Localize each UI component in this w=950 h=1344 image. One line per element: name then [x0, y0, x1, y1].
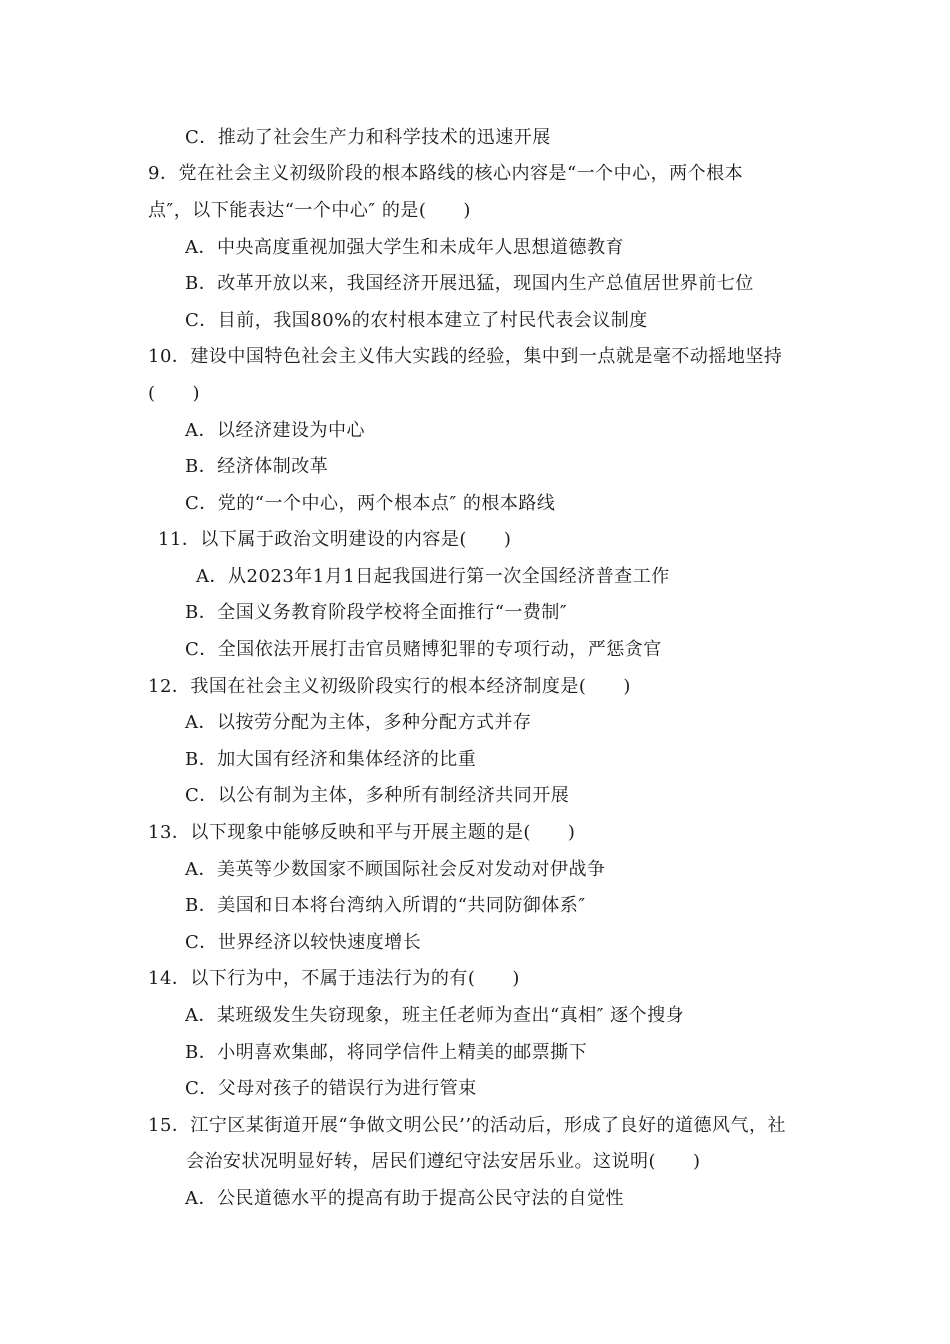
q14-option-b: B．小明喜欢集邮，将同学信件上精美的邮票撕下 — [185, 1042, 588, 1063]
q12-option-b: B．加大国有经济和集体经济的比重 — [185, 749, 477, 770]
q11-stem: 11．以下属于政治文明建设的内容是( ) — [158, 529, 512, 550]
q13-option-b: B．美国和日本将台湾纳入所谓的“共同防御体系″ — [185, 895, 586, 916]
q11-option-b: B．全国义务教育阶段学校将全面推行“一费制″ — [185, 602, 568, 623]
q9-option-a: A．中央高度重视加强大学生和未成年人思想道德教育 — [185, 237, 624, 258]
q15-stem-line1: 15．江宁区某街道开展“争做文明公民’’的活动后，形成了良好的道德风气，社 — [148, 1115, 787, 1136]
q12-option-a: A．以按劳分配为主体，多种分配方式并存 — [185, 712, 532, 733]
q10-option-b: B．经济体制改革 — [185, 456, 329, 477]
q13-option-c: C．世界经济以较快速度增长 — [185, 932, 422, 953]
q9-stem-line2: 点″，以下能表达“一个中心″ 的是( ) — [148, 200, 471, 221]
q13-stem: 13．以下现象中能够反映和平与开展主题的是( ) — [148, 822, 576, 843]
q14-stem: 14．以下行为中，不属于违法行为的有( ) — [148, 968, 520, 989]
q10-stem-line1: 10．建设中国特色社会主义伟大实践的经验，集中到一点就是毫不动摇地坚持 — [148, 346, 783, 367]
q11-option-a: A．从2023年1月1日起我国进行第一次全国经济普查工作 — [196, 566, 670, 587]
q9-stem-line1: 9．党在社会主义初级阶段的根本路线的核心内容是“一个中心，两个根本 — [148, 163, 744, 184]
q10-stem-line2: ( ) — [148, 383, 201, 404]
q13-option-a: A．美英等少数国家不顾国际社会反对发动对伊战争 — [185, 859, 606, 880]
q12-stem: 12．我国在社会主义初级阶段实行的根本经济制度是( ) — [148, 676, 631, 697]
q10-option-a: A．以经济建设为中心 — [185, 420, 365, 441]
q15-stem-line2: 会治安状况明显好转，居民们遵纪守法安居乐业。这说明( ) — [186, 1151, 701, 1172]
q10-option-c: C．党的“一个中心，两个根本点″ 的根本路线 — [185, 493, 556, 514]
q9-option-b: B．改革开放以来，我国经济开展迅猛，现国内生产总值居世界前七位 — [185, 273, 754, 294]
q15-option-a: A．公民道德水平的提高有助于提高公民守法的自觉性 — [185, 1188, 624, 1209]
q14-option-c: C．父母对孩子的错误行为进行管束 — [185, 1078, 477, 1099]
q14-option-a: A．某班级发生失窃现象，班主任老师为查出“真相″ 逐个搜身 — [185, 1005, 685, 1026]
q11-option-c: C．全国依法开展打击官员赌博犯罪的专项行动，严惩贪官 — [185, 639, 662, 660]
q9-option-c: C．目前，我国80%的农村根本建立了村民代表会议制度 — [185, 310, 648, 331]
q8-option-c: C．推动了社会生产力和科学技术的迅速开展 — [185, 127, 551, 148]
q12-option-c: C．以公有制为主体，多种所有制经济共同开展 — [185, 785, 570, 806]
